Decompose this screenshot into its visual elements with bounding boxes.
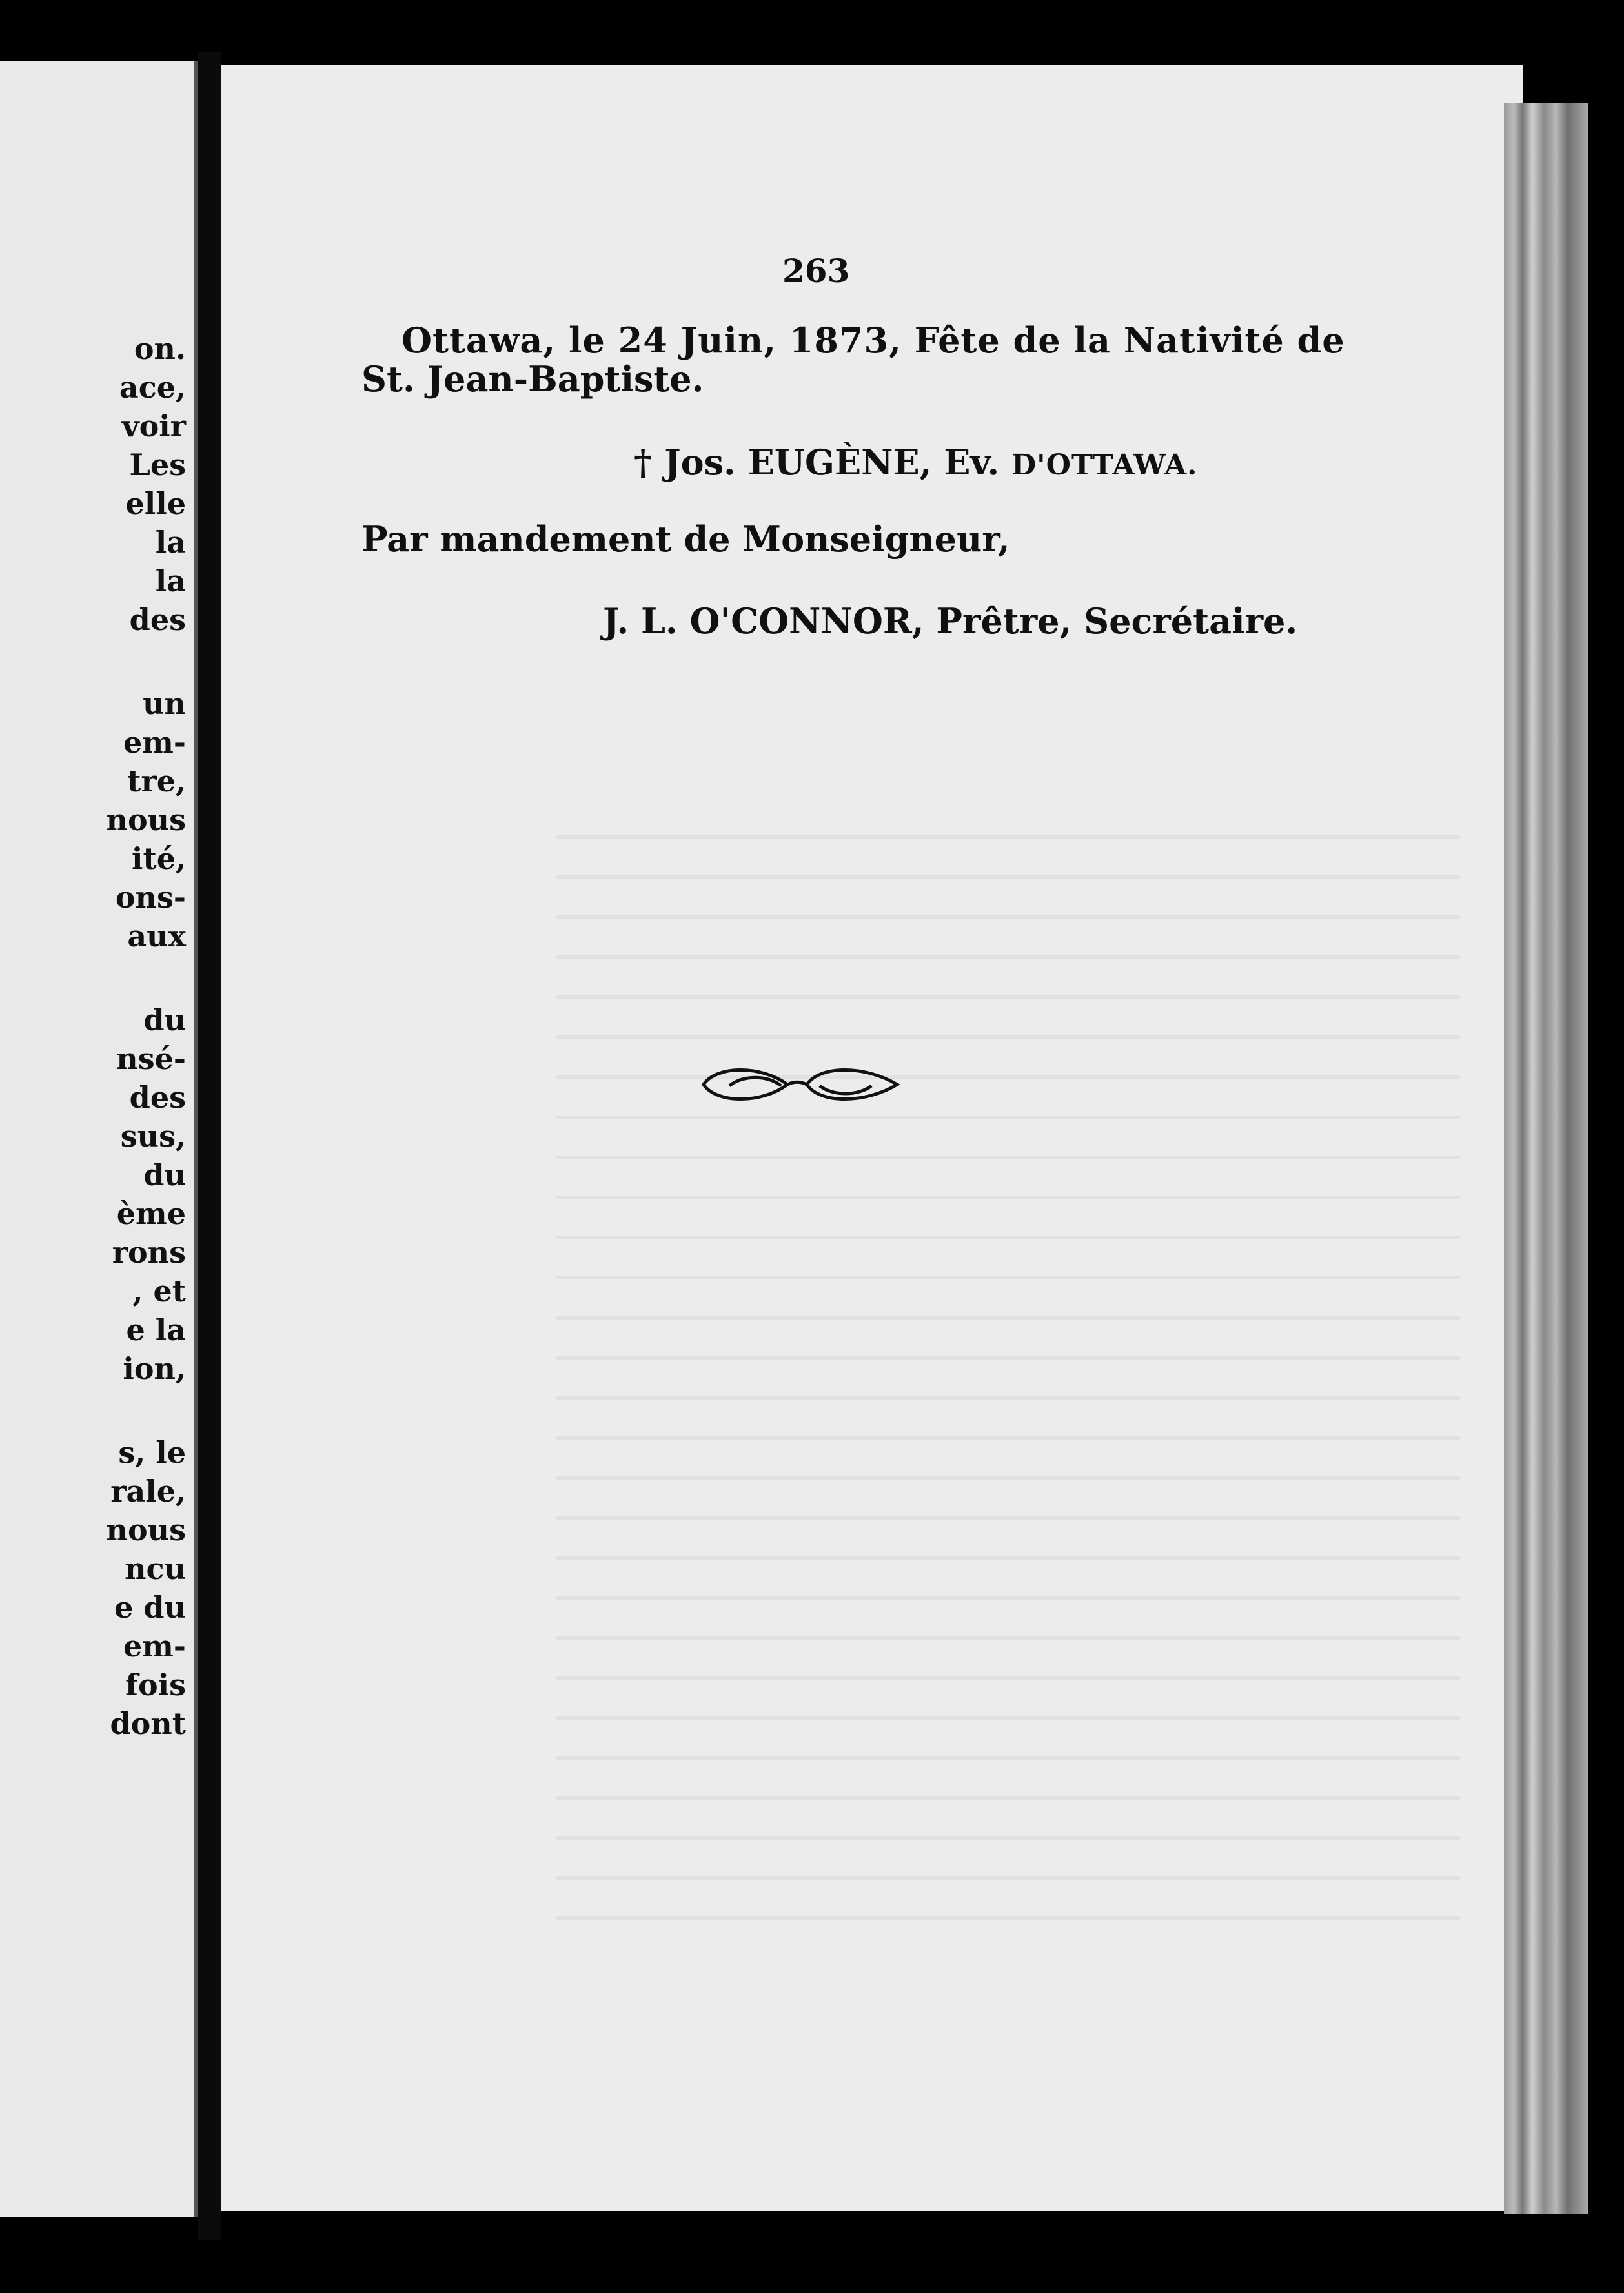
date-line-2: St. Jean-Baptiste. xyxy=(361,358,704,400)
left-line-ending: rale, xyxy=(110,1474,186,1509)
left-line-ending: la xyxy=(155,564,186,598)
bishop-signature xyxy=(634,442,1197,483)
show-through-text xyxy=(556,807,1460,1937)
left-line-ending: ion, xyxy=(123,1351,186,1386)
left-line-ending: s, le xyxy=(118,1435,186,1470)
left-line-ending: dont xyxy=(110,1706,186,1741)
left-line-ending: la xyxy=(155,525,186,560)
cross-symbol: † xyxy=(634,442,653,483)
left-line-ending: e la xyxy=(126,1312,186,1347)
left-line-ending: on. xyxy=(134,331,186,366)
left-line-ending: e du xyxy=(114,1590,186,1625)
left-line-ending: aux xyxy=(127,919,186,953)
left-line-ending: , et xyxy=(132,1274,186,1309)
left-line-ending: du xyxy=(143,1003,186,1037)
left-line-ending: ace, xyxy=(119,370,186,405)
left-line-ending: des xyxy=(129,602,186,637)
left-line-ending: Les xyxy=(129,447,186,482)
bishop-name: Jos. EUGÈNE, Ev. xyxy=(664,442,1000,483)
left-line-ending: un xyxy=(143,686,186,721)
left-line-ending: ncu xyxy=(125,1551,186,1586)
book-gutter xyxy=(198,52,221,2240)
left-line-ending: nsé- xyxy=(116,1041,186,1076)
left-line-ending: sus, xyxy=(120,1119,186,1154)
right-background xyxy=(1588,0,1624,2293)
left-line-ending: du xyxy=(143,1157,186,1192)
left-line-ending: nous xyxy=(106,802,186,837)
left-line-ending: em- xyxy=(123,725,186,760)
left-line-ending: tre, xyxy=(127,764,186,799)
left-line-ending: elle xyxy=(125,486,186,521)
left-line-ending: ité, xyxy=(131,841,186,876)
left-line-ending: des xyxy=(129,1080,186,1115)
left-line-ending: nous xyxy=(106,1513,186,1547)
left-line-ending: fois xyxy=(125,1667,186,1702)
left-line-ending: em- xyxy=(123,1629,186,1664)
page-number: 263 xyxy=(782,252,850,290)
date-line-1: Ottawa, le 24 Juin, 1873, Fête de la Nativité de xyxy=(401,320,1345,361)
mandate-line: Par mandement de Monseigneur, xyxy=(361,518,1010,560)
left-line-ending: voir xyxy=(121,409,186,443)
bishop-see: D'OTTAWA. xyxy=(1011,449,1198,482)
page-edge xyxy=(1504,103,1588,2214)
left-line-ending: rons xyxy=(112,1235,186,1270)
secretary-signature: J. L. O'CONNOR, Prêtre, Secrétaire. xyxy=(603,600,1298,642)
ornament-flourish-icon xyxy=(691,1059,910,1110)
left-line-ending: ons- xyxy=(115,880,186,915)
left-neighbor-page xyxy=(0,61,198,2217)
left-line-ending: ème xyxy=(116,1196,186,1231)
